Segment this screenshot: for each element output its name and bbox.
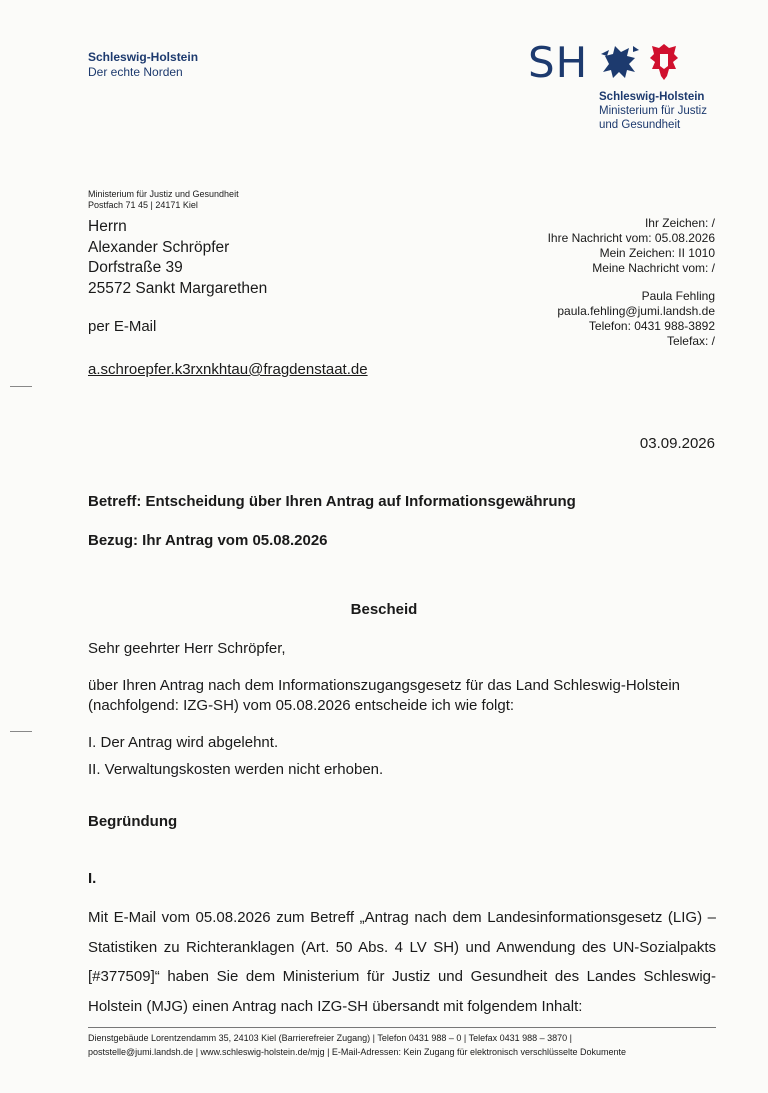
- decision-item-1: I. Der Antrag wird abgelehnt.: [88, 734, 279, 751]
- brand-left: [88, 50, 198, 80]
- lion-logo-icon: [599, 42, 641, 82]
- reasons-heading: Begründung: [88, 813, 178, 830]
- decision-item-2: II. Verwaltungskosten werden nicht erhoben.: [88, 761, 384, 778]
- decision-title: Bescheid: [350, 601, 418, 618]
- contact-name: Paula Fehling: [641, 289, 715, 303]
- contact-phone: Telefon: 0431 988-3892: [588, 319, 715, 333]
- ministry-brand-line1: Schleswig-Holstein: [599, 91, 705, 103]
- delivery-method: per E-Mail: [88, 318, 157, 335]
- contact-block: [557, 289, 715, 349]
- sender-return-address: [88, 189, 239, 211]
- sender-line1: Ministerium für Justiz und Gesundheit: [88, 189, 239, 199]
- recipient-line2: Alexander Schröpfer: [88, 238, 230, 256]
- brand-left-line1: Schleswig-Holstein: [88, 50, 199, 64]
- recipient-line4: 25572 Sankt Margarethen: [88, 279, 268, 297]
- reference-block: [548, 216, 715, 276]
- meine-nachricht: Meine Nachricht vom: /: [592, 261, 715, 275]
- recipient-address: [88, 217, 267, 299]
- ministry-brand-line2: Ministerium für Justiz: [599, 105, 707, 117]
- fold-mark-top: [10, 386, 32, 387]
- section-number: I.: [88, 870, 97, 887]
- footer: [88, 1031, 728, 1059]
- ministry-brand: [599, 90, 707, 132]
- recipient-line1: Herrn: [88, 218, 127, 235]
- letter-date: 03.09.2026: [639, 435, 715, 452]
- ihre-nachricht: Ihre Nachricht vom: 05.08.2026: [547, 231, 715, 245]
- recipient-line3: Dorfstraße 39: [88, 259, 183, 276]
- footer-line2: poststelle@jumi.landsh.de | www.schleswig-holstein.de/mjg | E-Mail-Adressen: Kein Zugang für elektronisch verschlüsselte Dokumente: [88, 1047, 627, 1057]
- body-paragraph: Mit E-Mail vom 05.08.2026 zum Betreff „Antrag nach dem Landesinformationsgesetz (LIG) – Statistiken zu Richteranklagen (Art. 50 Abs. 4 LV SH) und Anwendung des UN-Sozialpakts [#377509]“ haben Sie dem Ministerium für Justiz und Gesundheit des Landes Schleswig-Holstein (MJG) einen Antrag nach IZG-SH übersandt mit folgendem Inhalt:: [88, 909, 716, 1015]
- contact-fax: Telefax: /: [666, 334, 715, 348]
- ministry-brand-line3: und Gesundheit: [599, 119, 681, 131]
- mein-zeichen: Mein Zeichen: II 1010: [599, 246, 715, 260]
- brand-left-line2: Der echte Norden: [88, 65, 183, 79]
- nettle-shield-icon: [649, 42, 679, 82]
- reference-line: Bezug: Ihr Antrag vom 05.08.2026: [88, 532, 328, 549]
- recipient-email-link[interactable]: a.schroepfer.k3rxnkhtau@fragdenstaat.de: [88, 361, 368, 378]
- sender-line2: Postfach 71 45 | 24171 Kiel: [88, 200, 198, 210]
- fold-mark-middle: [10, 731, 32, 732]
- logo-sh-text: SH: [528, 38, 589, 87]
- salutation: Sehr geehrter Herr Schröpfer,: [88, 640, 286, 657]
- subject-line: Betreff: Entscheidung über Ihren Antrag auf Informationsgewährung: [88, 493, 576, 510]
- footer-divider: [88, 1027, 716, 1028]
- intro-paragraph: über Ihren Antrag nach dem Informationszugangsgesetz für das Land Schleswig-Holstein (nachfolgend: IZG-SH) vom 05.08.2026 entscheide ich wie folgt:: [88, 677, 681, 714]
- ihr-zeichen: Ihr Zeichen: /: [644, 216, 715, 230]
- footer-line1: Dienstgebäude Lorentzendamm 35, 24103 Kiel (Barrierefreier Zugang) | Telefon 0431 988 – 0 | Telefax 0431 988 – 3870 |: [88, 1033, 573, 1043]
- contact-email: paula.fehling@jumi.landsh.de: [557, 304, 715, 318]
